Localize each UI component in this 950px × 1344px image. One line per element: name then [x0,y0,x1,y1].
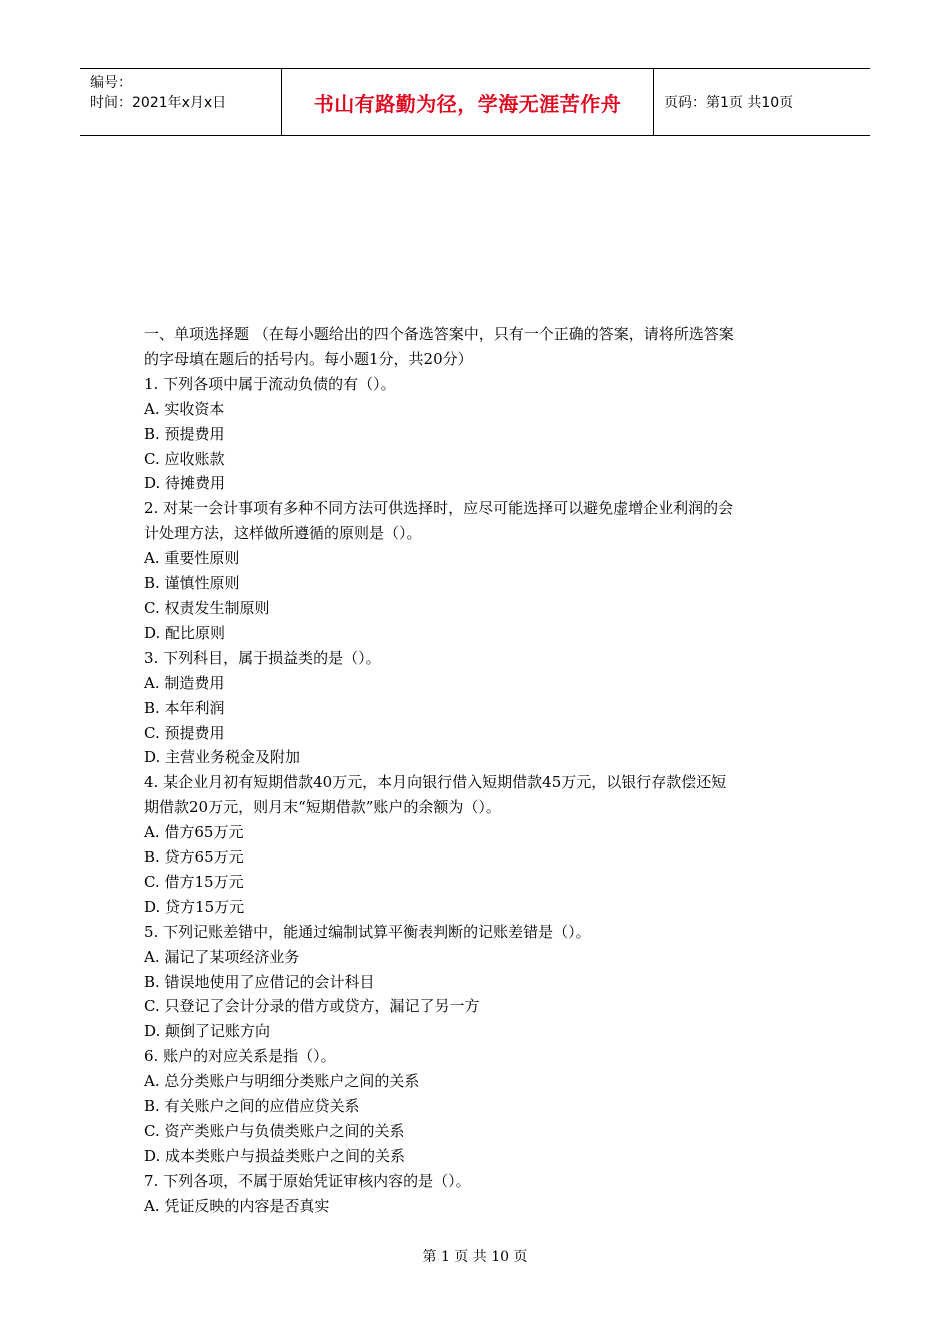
content-line: B. 预提费用 [144,424,225,443]
content-line: B. 错误地使用了应借记的会计科目 [144,972,375,991]
content-line: 3. 下列科目，属于损益类的是（）。 [144,648,381,667]
content-line: C. 资产类账户与负债类账户之间的关系 [144,1122,405,1140]
content-line: D. 待摊费用 [144,474,226,493]
content-line: 计处理方法，这样做所遵循的原则是（）。 [144,524,422,543]
content-line: A. 重要性原则 [144,549,240,568]
content-line: 1. 下列各项中属于流动负债的有（）。 [144,374,396,393]
content-line: 4. 某企业月初有短期借款40万元，本月向银行借入短期借款45万元，以银行存款偿还短 [144,773,727,792]
header-motto: 书山有路勤为径，学海无涯苦作舟 [282,69,654,135]
content-line: A. 实收资本 [144,399,225,418]
content-line: D. 主营业务税金及附加 [144,748,301,767]
content-line: C. 预提费用 [144,723,225,742]
content-line: A. 总分类账户与明细分类账户之间的关系 [144,1072,420,1091]
page-footer: 第 1 页 共 10 页 [422,1249,528,1265]
content-line: 6. 账户的对应关系是指（）。 [144,1047,336,1066]
question-content [144,322,810,1219]
content-line: C. 权责发生制原则 [144,598,270,617]
content-line: 5. 下列记账差错中，能通过编制试算平衡表判断的记账差错是（）。 [144,922,591,941]
document-date-label: 时间：2021年x月x日 [90,95,227,111]
content-line: 2. 对某一会计事项有多种不同方法可供选择时，应尽可能选择可以避免虚增企业利润的会 [144,499,734,518]
document-number-label: 编号： [90,75,132,91]
content-line: C. 借方15万元 [144,872,244,891]
content-line: C. 应收账款 [144,449,225,468]
content-line: C. 只登记了会计分录的借方或贷方，漏记了另一方 [144,997,480,1016]
content-line: D. 成本类账户与损益类账户之间的关系 [144,1146,406,1165]
content-line: B. 谨慎性原则 [144,574,240,593]
header-meta [80,69,282,135]
content-line: 7. 下列各项，不属于原始凭证审核内容的是（）。 [144,1171,471,1190]
content-line: 的字母填在题后的括号内。每小题1分，共20分） [144,349,473,368]
content-line: D. 配比原则 [144,623,226,642]
content-line: B. 有关账户之间的应借应贷关系 [144,1097,360,1116]
content-line: D. 贷方15万元 [144,897,245,916]
content-line: B. 贷方65万元 [144,848,244,867]
page-header [80,68,870,136]
content-line: 一、单项选择题 （在每小题给出的四个备选答案中，只有一个正确的答案，请将所选答案 [144,325,734,343]
content-line: A. 凭证反映的内容是否真实 [144,1196,330,1215]
content-line: A. 借方65万元 [144,823,244,842]
content-line: A. 漏记了某项经济业务 [144,947,300,966]
content-line: A. 制造费用 [144,673,225,692]
header-page-info: 页码：第1页 共10页 [664,95,794,111]
content-line: D. 颠倒了记账方向 [144,1022,271,1041]
content-line: 期借款20万元，则月末“短期借款”账户的余额为（）。 [144,798,501,817]
content-line: B. 本年利润 [144,698,225,717]
